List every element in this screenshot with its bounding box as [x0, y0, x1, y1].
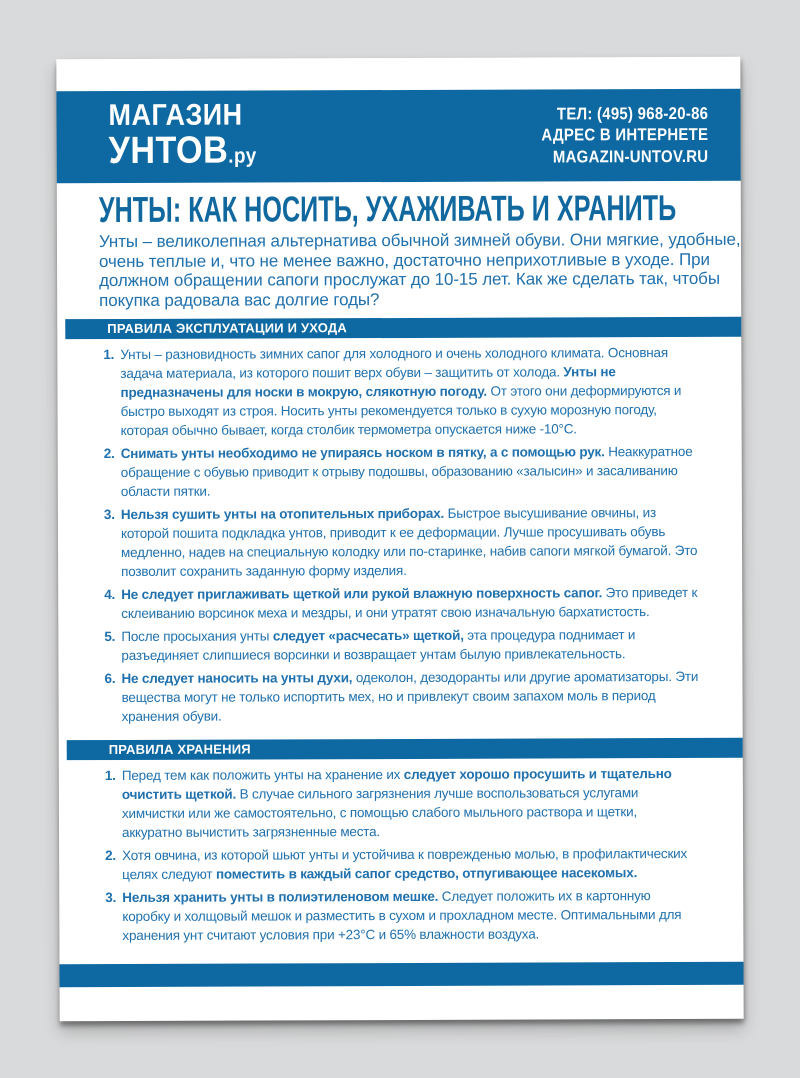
footer-bar: [59, 962, 743, 987]
section-storage-heading-bar: [67, 738, 743, 760]
section-storage: [101, 738, 700, 949]
logo-line1: МАГАЗИН: [108, 98, 243, 133]
rule-item: Перед тем как положить унты на хранение их следует хорошо просушить и тщательно очистить щеткой. В случае сильного загрязнения лучше воспользоваться услугами химчистки или же самостоятельно, с помощью слабого мыльного раствора и щетки, аккуратно вычистить загрязненные места.: [121, 766, 672, 840]
storage-rules-list: [101, 764, 700, 945]
leaflet-sheet: [56, 57, 743, 1021]
logo-domain-suffix: .ру: [228, 144, 257, 168]
content-area: [57, 181, 741, 310]
section-storage-heading: ПРАВИЛА ХРАНЕНИЯ: [108, 741, 251, 758]
rule-item: Нельзя сушить унты на отопительных приборах. Быстрое высушивание овчины, из которой пошита подкладка унтов, приводит к ее деформации. Лучше просушивать обувь медленно, надев на специальную колодку или по-старинке, набив сапоги мягкой бумагой. Это позволит сохранить заданную форму изделия.: [120, 505, 698, 579]
rule-item: Не следует наносить на унты духи, одеколон, дезодоранты или другие ароматизаторы. Эти вещества могут не только испортить мех, но и привлекут своим запахом моль в период хранения обуви.: [121, 668, 699, 724]
care-rules-list: [99, 343, 698, 726]
logo-line2: УНТОВ.ру: [108, 129, 257, 173]
rule-item: Хотя овчина, из которой шьют унты и устойчива к поврежденью молью, в профилактических целях следуют поместить в каждый сапог средство, отпугивающее насекомых.: [122, 846, 688, 882]
section-care: [99, 317, 698, 730]
rule-item: Унты – разновидность зимних сапог для холодного и очень холодного климата. Основная задача материала, из которого пошит верх обуви – защитить от холода. Унты не предназначены для носки в мокрую, слякотную погоду. От этого они деформируются и быстро выходят из строя. Носить унты рекомендуется только в сухую морозную погоду, которая обычно бывает, когда столбик термометра опускается ниже -10°С.: [120, 345, 682, 438]
website-label: АДРЕС В ИНТЕРНЕТЕ: [541, 125, 709, 145]
rule-item: После просыхания унты следует «расчесать» щеткой, эта процедура поднимает и разъединяет слипшиеся ворсинки и возвращает унтам былую привлекательность.: [121, 627, 636, 663]
intro-paragraph: Унты – великолепная альтернатива обычной зимней обуви. Они мягкие, удобные, очень теплые и, что не менее важно, достаточно неприхотливые в уходе. При должном обращении сапоги прослужат до 10-15 лет. Как же сделать так, чтобы покупка радовала вас долгие годы?: [98, 229, 741, 310]
page-title: УНТЫ: КАК НОСИТЬ, УХАЖИВАТЬ И ХРАНИТЬ: [98, 187, 677, 231]
header-bar: [56, 89, 740, 183]
store-logo: [108, 98, 273, 175]
website-url: MAGAZIN-UNTOV.RU: [553, 146, 709, 167]
contact-block: [519, 103, 709, 168]
rule-item: Снимать унты необходимо не упираясь носком в пятку, а с помощью рук. Неаккуратное обращение с обувью приводит к отрыву подошвы, образованию «залысин» и засаливанию области пятки.: [120, 443, 693, 499]
section-care-heading: ПРАВИЛА ЭКСПЛУАТАЦИИ И УХОДА: [107, 320, 347, 337]
phone-number: ТЕЛ: (495) 968-20-86: [557, 103, 709, 124]
section-care-heading-bar: [65, 317, 741, 339]
rule-item: Не следует приглаживать щеткой или рукой влажную поверхность сапог. Это приведет к склеиванию ворсинок меха и мездры, и они утратят свою изначальную бархатистость.: [121, 584, 698, 621]
rule-item: Нельзя хранить унты в полиэтиленовом мешке. Следует положить их в картонную коробку и холщовый мешок и разместить в сухом и прохладном месте. Оптимальными для хранения унт считают условия при +23°С и 65% влажности воздуха.: [122, 888, 682, 943]
